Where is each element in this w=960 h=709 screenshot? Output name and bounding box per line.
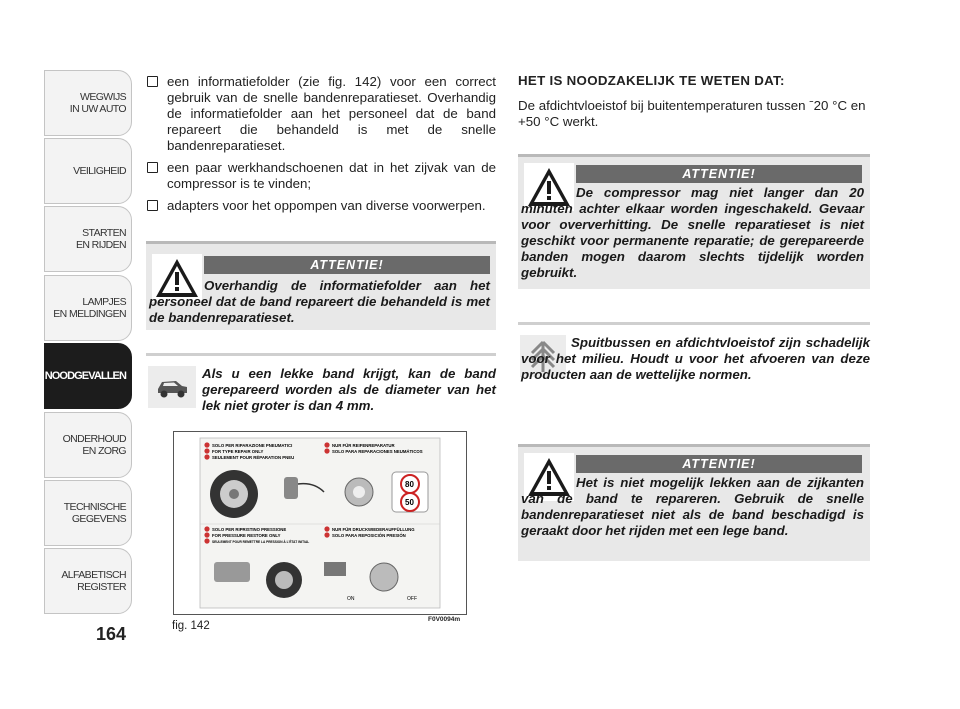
- warning-text: Overhandig de informatiefolder aan het personeel dat de band repareert die behandeld is met de bandenreparatieset.: [149, 278, 490, 325]
- checkbox-bullet-icon: [147, 162, 158, 173]
- page-number: 164: [96, 624, 127, 644]
- tab-wegwijs[interactable]: WEGWIJS IN UW AUTO: [44, 70, 132, 136]
- temperature-paragraph: De afdichtvloeistof bij buitentemperaturen tussen ˉ20 °C en +50 °C werkt.: [518, 98, 866, 129]
- speed-value-1: 80: [405, 480, 414, 489]
- leaflet-line: SOLO PER RIPARAZIONE PNEUMATICI: [212, 443, 293, 448]
- checkbox-bullet-icon: [147, 200, 158, 211]
- leaflet-line: NUR FÜR REIFENREPARATUR: [332, 443, 395, 448]
- speed-value-2: 50: [405, 498, 414, 507]
- tab-starten[interactable]: STARTEN EN RIJDEN: [44, 206, 132, 272]
- list-item: [146, 74, 496, 154]
- tab-technische[interactable]: TECHNISCHE GEGEVENS: [44, 480, 132, 546]
- leaflet-line: SEULEMENT POUR REMETTRE LA PRESSION À L'ÉTAT INITIAL: [212, 540, 310, 544]
- checkbox-bullet-icon: [147, 76, 158, 87]
- tab-onderhoud[interactable]: ONDERHOUD EN ZORG: [44, 412, 132, 478]
- warning-box-sidewall: [518, 444, 870, 561]
- note-text: Spuitbussen en afdichtvloeistof zijn schadelijk voor het milieu. Houdt u voor het afvoeren van deze producten aan de wettelijke normen.: [521, 335, 870, 382]
- right-intro: [518, 73, 870, 130]
- list-item: [146, 160, 496, 192]
- leaflet-line: SOLO PARA REPARACIONES NEUMÁTICOS: [332, 449, 423, 454]
- list-item-text: adapters voor het oppompen van diverse voorwerpen.: [167, 198, 486, 213]
- equipment-list: [146, 74, 496, 220]
- warning-title: ATTENTIE!: [204, 256, 490, 274]
- section-heading: HET IS NOODZAKELIJK TE WETEN DAT:: [518, 73, 785, 88]
- leaflet-line: SOLO PER RIPRISTINO PRESSIONE: [212, 527, 287, 532]
- off-label: OFF: [407, 596, 417, 602]
- note-text: Als u een lekke band krijgt, kan de band gerepareerd worden als de diameter van het lek niet groter is dan 4 mm.: [202, 366, 496, 413]
- figure-142-leaflet: [173, 431, 467, 615]
- tab-lampjes[interactable]: LAMPJES EN MELDINGEN: [44, 275, 132, 341]
- list-item-text: een informatiefolder (zie fig. 142) voor een correct gebruik van de snelle bandenreparatieset. Overhandig de informatiefolder aan het personeel dat de band repareert die behandeld is met de snelle bandenreparatieset.: [167, 74, 496, 153]
- note-box-environment: [518, 322, 870, 402]
- warning-box-leaflet: [146, 241, 496, 330]
- tab-noodgevallen[interactable]: NOODGEVALLEN: [44, 343, 132, 409]
- tab-veiligheid[interactable]: VEILIGHEID: [44, 138, 132, 204]
- warning-title: ATTENTIE!: [576, 455, 862, 473]
- leaflet-illustration: [174, 432, 466, 614]
- on-label: ON: [347, 596, 355, 602]
- figure-code: F0V0094m: [428, 616, 461, 623]
- warning-box-compressor: [518, 154, 870, 289]
- leaflet-line: NUR FÜR DRUCKWIEDERAUFFÜLLUNG: [332, 527, 415, 532]
- warning-text: Het is niet mogelijk lekken aan de zijkanten van de band te repareren. Gebruik de snelle bandenreparatieset niet als de band beschadigd is geraakt door het rijden met een lege band.: [521, 475, 864, 538]
- leaflet-line: SOLO PARA REPOSICIÓN PRESIÓN: [332, 533, 406, 538]
- list-item-text: een paar werkhandschoenen dat in het zijvak van de compressor is te vinden;: [167, 160, 496, 191]
- warning-title: ATTENTIE!: [576, 165, 862, 183]
- tab-alfabetisch[interactable]: ALFABETISCH REGISTER: [44, 548, 132, 614]
- warning-text: De compressor mag niet langer dan 20 minuten achter elkaar worden ingeschakeld. Gevaar voor oververhitting. De snelle reparatieset is niet geschikt voor permanente reparatie; de gerepareerde banden mogen daarom slechts tijdelijk worden gebruikt.: [521, 185, 864, 280]
- list-item: [146, 198, 496, 214]
- figure-caption: fig. 142: [172, 620, 210, 632]
- leaflet-line: FOR TYPE REPAIR ONLY: [212, 449, 264, 454]
- car-note-icon: [148, 366, 196, 408]
- leaflet-line: FOR PRESSURE RESTORE ONLY: [212, 533, 281, 538]
- leaflet-line: SEULEMENT POUR RÉPARATION PNEU: [212, 455, 295, 460]
- note-box-puncture: [146, 353, 496, 415]
